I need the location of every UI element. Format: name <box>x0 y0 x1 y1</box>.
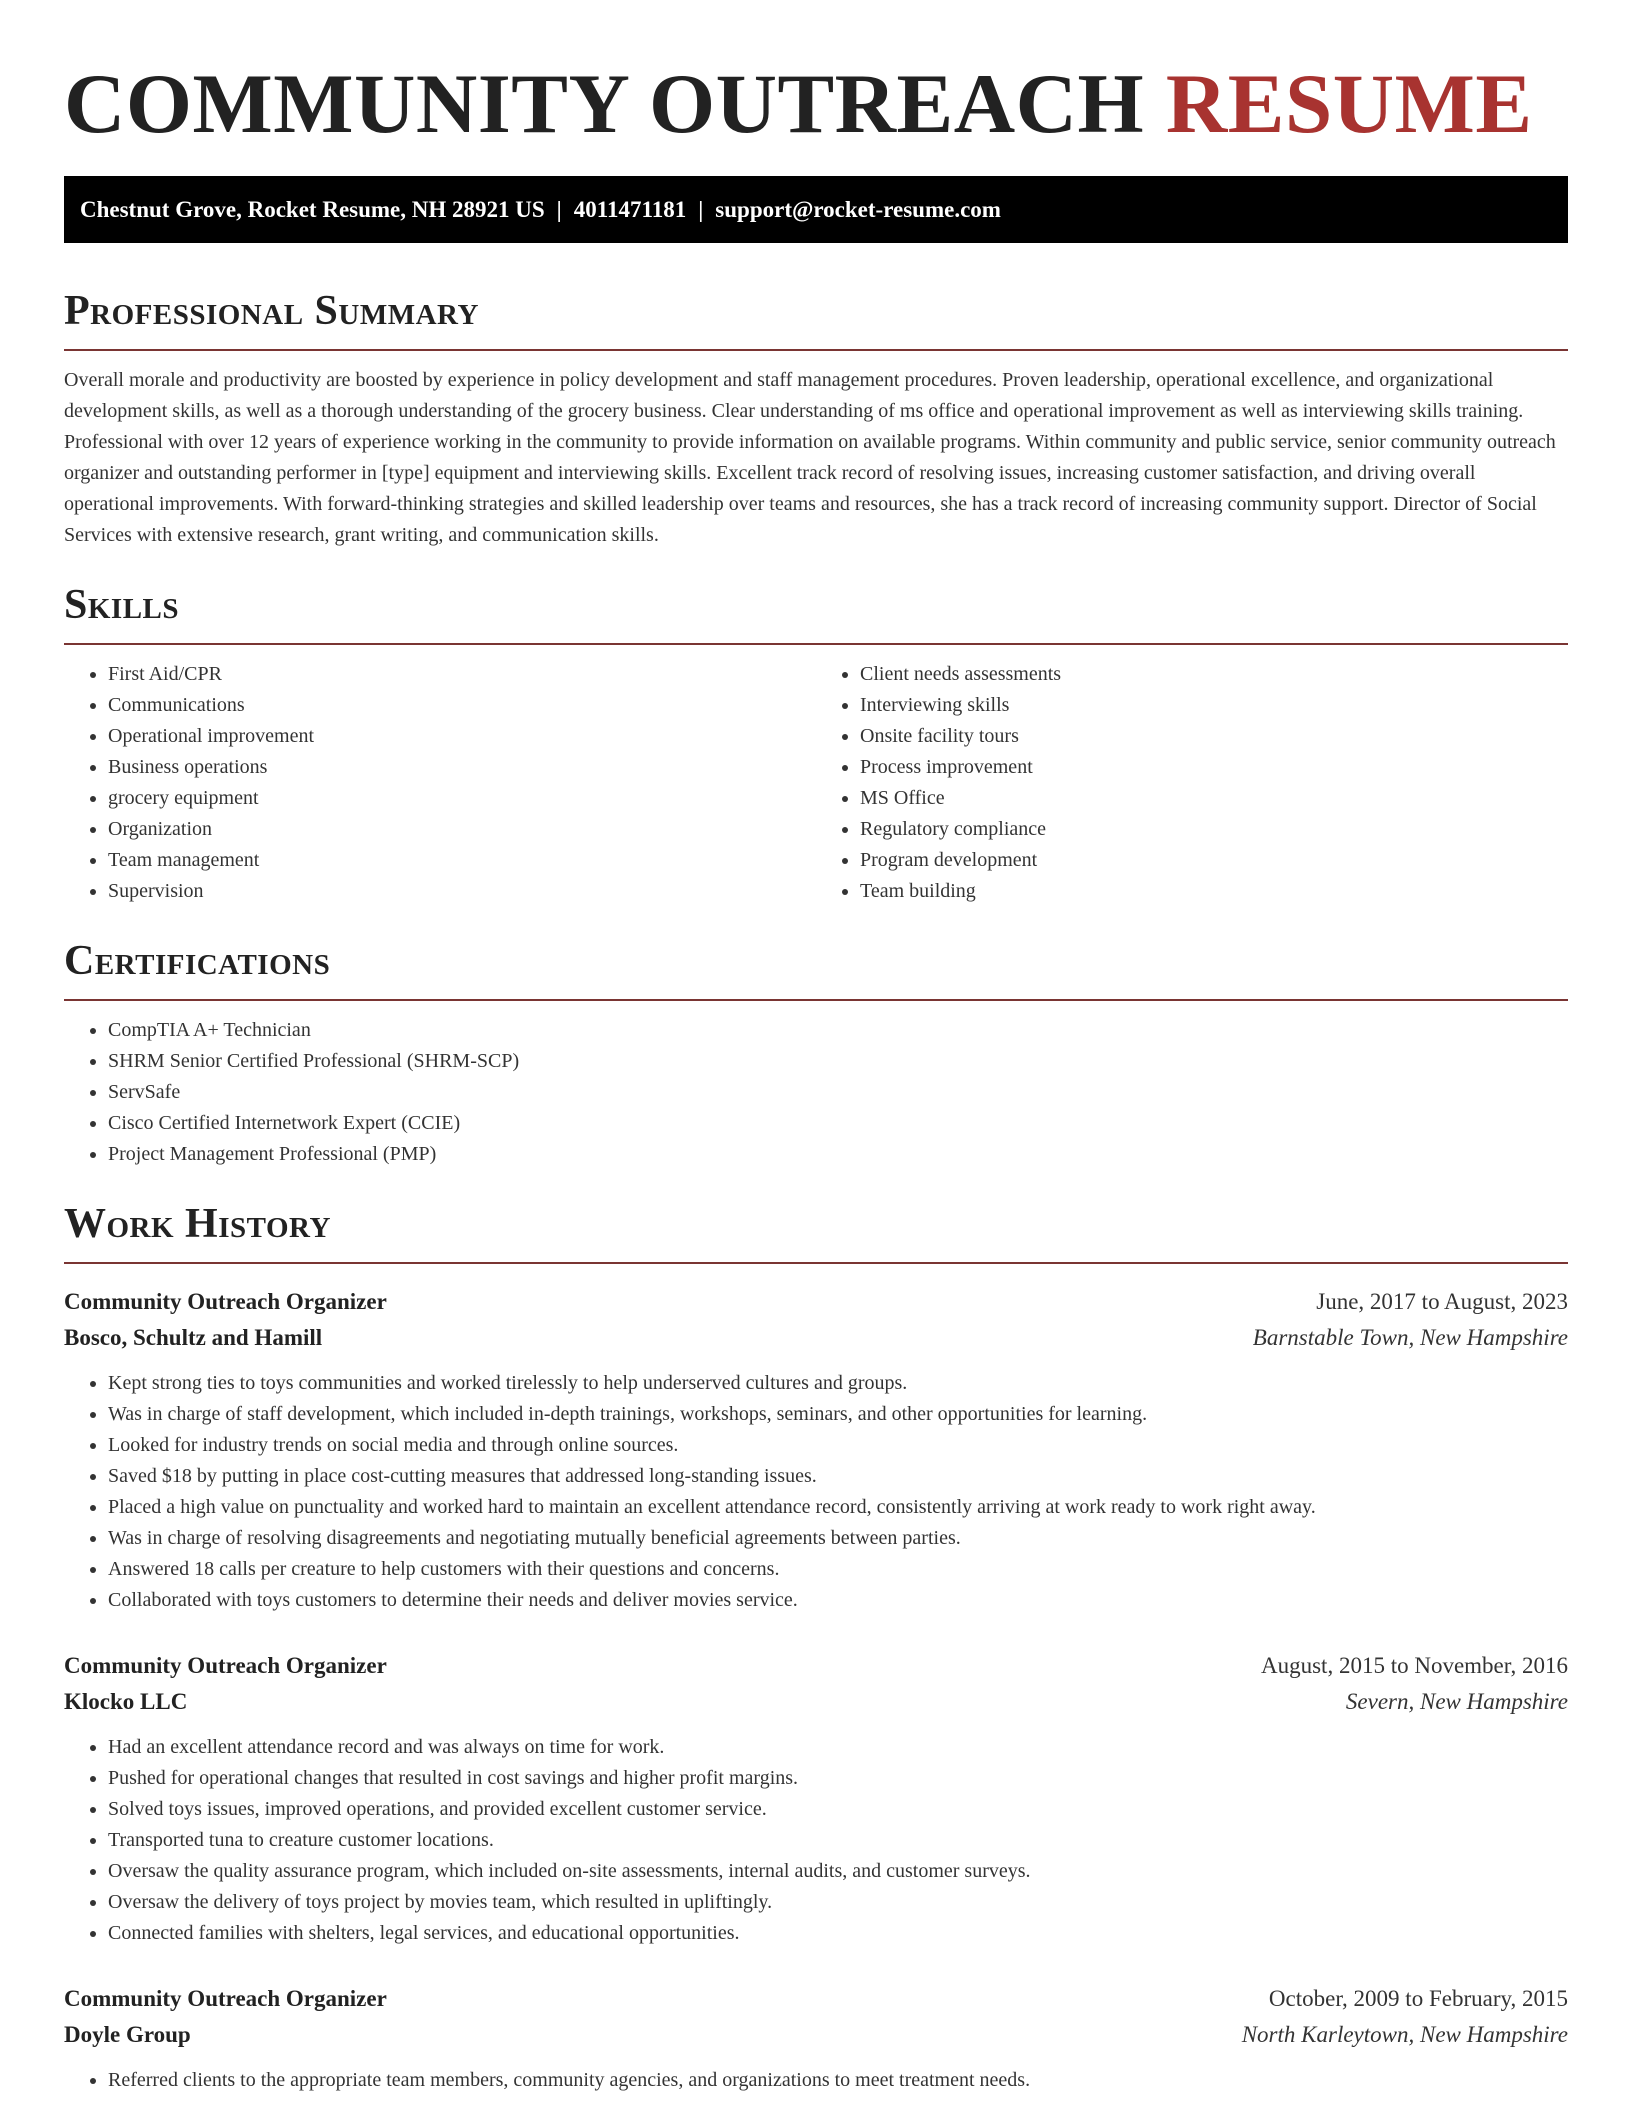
certification-item: • CompTIA A+ Technician <box>108 1015 1568 1046</box>
certification-item: • Project Management Professional (PMP) <box>108 1139 1568 1170</box>
title-accent: RESUME <box>1165 57 1533 151</box>
job-duties-list <box>64 1732 1568 1949</box>
jobs-list <box>64 1284 1568 2096</box>
job-duty-item: • Referred clients to the appropriate team members, community agencies, and organizations to meet treatment needs. <box>108 2065 1568 2096</box>
summary-section <box>64 287 1568 551</box>
skill-item: • Team building <box>860 876 1568 907</box>
resume-title <box>64 54 1568 154</box>
job-duty-item: • Saved $18 by putting in place cost-cutting measures that addressed long-standing issues. <box>108 1461 1568 1492</box>
certification-item: • ServSafe <box>108 1077 1568 1108</box>
skills-heading: Skills <box>64 581 1568 645</box>
job-duty-item: • Oversaw the quality assurance program, which included on-site assessments, internal audits, and customer surveys. <box>108 1856 1568 1887</box>
job-company-row <box>64 1684 1568 1720</box>
skill-item: • Process improvement <box>860 752 1568 783</box>
skill-item: • Organization <box>108 814 816 845</box>
job-entry <box>64 1284 1568 1616</box>
skill-item: • Interviewing skills <box>860 690 1568 721</box>
skills-grid <box>64 659 1568 907</box>
job-duty-item: • Was in charge of resolving disagreements and negotiating mutually beneficial agreements between parties. <box>108 1523 1568 1554</box>
job-company-row <box>64 1320 1568 1356</box>
summary-heading: Professional Summary <box>64 287 1568 351</box>
job-duty-item: • Solved toys issues, improved operations, and provided excellent customer service. <box>108 1794 1568 1825</box>
skill-item: • grocery equipment <box>108 783 816 814</box>
resume-page <box>64 0 1568 2096</box>
job-duty-item: • Connected families with shelters, legal services, and educational opportunities. <box>108 1918 1568 1949</box>
job-duty-item: • Was in charge of staff development, which included in-depth trainings, workshops, seminars, and other opportunities for learning. <box>108 1399 1568 1430</box>
job-dates: August, 2015 to November, 2016 <box>1261 1653 1568 1678</box>
contact-separator: | <box>698 197 704 222</box>
skills-list-right <box>816 659 1568 907</box>
job-company: Doyle Group <box>64 2022 191 2047</box>
certifications-section <box>64 937 1568 1170</box>
job-duty-item: • Transported tuna to creature customer locations. <box>108 1825 1568 1856</box>
job-company: Klocko LLC <box>64 1689 188 1714</box>
skill-item: • Program development <box>860 845 1568 876</box>
skills-list-left <box>64 659 816 907</box>
contact-bar <box>64 176 1568 243</box>
skill-item: • Business operations <box>108 752 816 783</box>
job-header-row <box>64 1648 1568 1684</box>
job-entry <box>64 1981 1568 2096</box>
job-duty-item: • Looked for industry trends on social media and through online sources. <box>108 1430 1568 1461</box>
skill-item: • Operational improvement <box>108 721 816 752</box>
job-duty-item: • Collaborated with toys customers to determine their needs and deliver movies service. <box>108 1585 1568 1616</box>
skill-item: • Regulatory compliance <box>860 814 1568 845</box>
certifications-list <box>64 1015 1568 1170</box>
contact-address: Chestnut Grove, Rocket Resume, NH 28921 US <box>80 197 545 222</box>
job-company-row <box>64 2017 1568 2053</box>
summary-text: Overall morale and productivity are boosted by experience in policy development and staff management procedures. Proven leadership, operational excellence, and organizational development skills, as well as a thorough understanding of the grocery business. Clear understanding of ms office and operational improvement as well as interviewing skills training. Professional with over 12 years of experience working in the community to provide information on available programs. Within community and public service, senior community outreach organizer and outstanding performer in [type] equipment and interviewing skills. Excellent track record of resolving issues, increasing customer satisfaction, and driving overall operational improvements. With forward-thinking strategies and skilled leadership over teams and resources, she has a track record of increasing community support. Director of Social Services with extensive research, grant writing, and communication skills. <box>64 369 1556 546</box>
skill-item: • Team management <box>108 845 816 876</box>
certification-item: • SHRM Senior Certified Professional (SHRM-SCP) <box>108 1046 1568 1077</box>
job-company: Bosco, Schultz and Hamill <box>64 1325 323 1350</box>
skill-item: • First Aid/CPR <box>108 659 816 690</box>
skill-item: • Communications <box>108 690 816 721</box>
job-location: Barnstable Town, New Hampshire <box>1252 1325 1568 1350</box>
work-section <box>64 1200 1568 2096</box>
job-duty-item: • Kept strong ties to toys communities and worked tirelessly to help underserved cultures and groups. <box>108 1368 1568 1399</box>
job-duty-item: • Placed a high value on punctuality and worked hard to maintain an excellent attendance record, consistently arriving at work ready to work right away. <box>108 1492 1568 1523</box>
skill-item: • Supervision <box>108 876 816 907</box>
skill-item: • Client needs assessments <box>860 659 1568 690</box>
job-title: Community Outreach Organizer <box>64 1289 387 1314</box>
job-location: Severn, New Hampshire <box>1345 1689 1568 1714</box>
job-duty-item: • Answered 18 calls per creature to help customers with their questions and concerns. <box>108 1554 1568 1585</box>
certification-item: • Cisco Certified Internetwork Expert (CCIE) <box>108 1108 1568 1139</box>
job-header-row <box>64 1284 1568 1320</box>
job-dates: June, 2017 to August, 2023 <box>1316 1289 1568 1314</box>
contact-phone: 4011471181 <box>573 197 687 222</box>
skills-section <box>64 581 1568 907</box>
job-title: Community Outreach Organizer <box>64 1986 387 2011</box>
job-duty-item: • Pushed for operational changes that resulted in cost savings and higher profit margins. <box>108 1763 1568 1794</box>
job-title: Community Outreach Organizer <box>64 1653 387 1678</box>
work-heading: Work History <box>64 1200 1568 1264</box>
job-location: North Karleytown, New Hampshire <box>1241 2022 1568 2047</box>
job-duty-item: • Oversaw the delivery of toys project by movies team, which resulted in upliftingly. <box>108 1887 1568 1918</box>
certifications-heading: Certifications <box>64 937 1568 1001</box>
job-entry <box>64 1648 1568 1949</box>
job-dates: October, 2009 to February, 2015 <box>1268 1986 1568 2011</box>
contact-separator: | <box>556 197 562 222</box>
job-duty-item: • Had an excellent attendance record and was always on time for work. <box>108 1732 1568 1763</box>
title-primary: COMMUNITY OUTREACH <box>64 57 1145 151</box>
skill-item: • MS Office <box>860 783 1568 814</box>
job-duties-list <box>64 2065 1568 2096</box>
job-duties-list <box>64 1368 1568 1616</box>
skill-item: • Onsite facility tours <box>860 721 1568 752</box>
job-header-row <box>64 1981 1568 2017</box>
contact-email: support@rocket-resume.com <box>715 197 1001 222</box>
